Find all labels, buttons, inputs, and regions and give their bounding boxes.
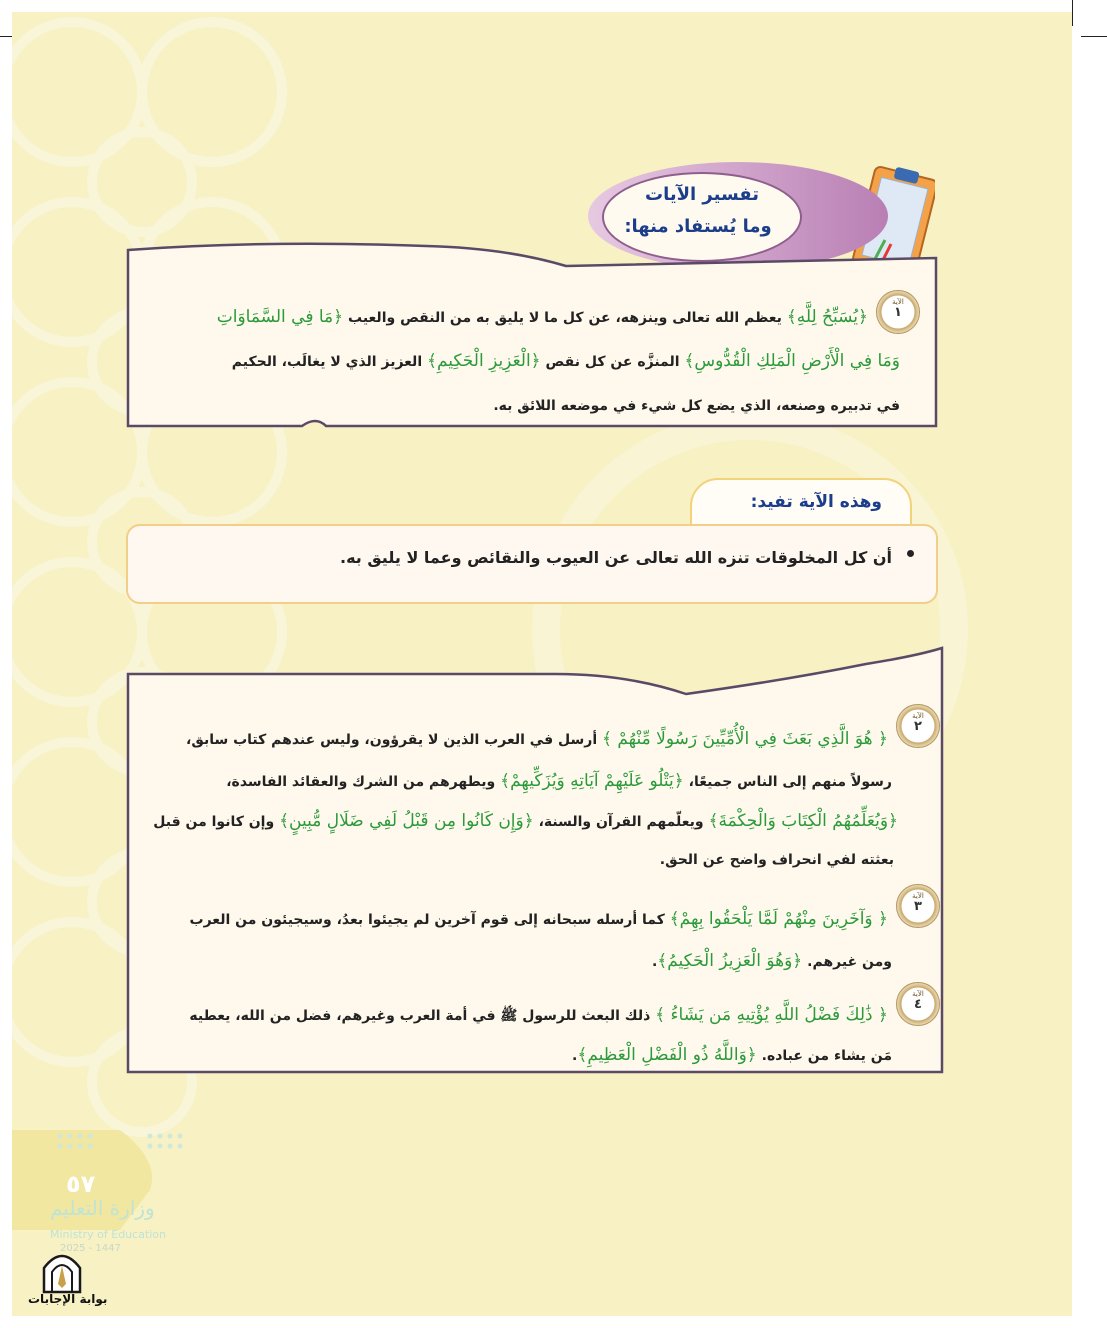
quran-quote: ﴿الْعَزِيزِ الْحَكِيمِ﴾ [427,351,541,371]
tafsir-box-2 [126,634,944,1074]
benefit-tag-label: وهذه الآية تفيد: [750,492,882,512]
quran-quote: ﴿ وَآخَرِينَ مِنْهُمْ لَمَّا يَلْحَقُوا بِهِمْ﴾ [669,909,888,929]
page-number: ٥٧ [66,1170,96,1198]
explanation-text: مَن يشاء من عباده. [756,1048,892,1064]
quran-quote: ﴿وَهُوَ الْعَزِيزُ الْحَكِيمُ﴾ [657,951,803,971]
explanation-text: العزيز الذي لا يغالَب، الحكيم [231,354,427,370]
explanation-text: أرسل في العرب الذين لا يقرؤون، وليس عندهم كتاب سابق، [186,732,602,748]
quran-quote: وَمَا فِي الْأَرْضِ الْمَلِكِ الْقُدُّوسِ﴾ [684,351,900,371]
explanation-text: وإن كانوا من قبل [153,814,280,830]
verse-badge-2: الآية ٢ [896,704,940,748]
portal-logo-icon [38,1250,86,1294]
quran-quote: ﴿يُسَبِّحُ لِلَّهِ﴾ [786,307,868,327]
quran-quote: ﴿مَا فِي السَّمَاوَاتِ [216,307,344,327]
explanation-text: بعثته لفي انحراف واضح عن الحق. [659,852,894,868]
explanation-text: ويطهرهم من الشرك والعقائد الفاسدة، [226,774,501,790]
quran-quote: ﴿وَإِن كَانُوا مِن قَبْلُ لَفِي ضَلَالٍ مُّبِينٍ﴾ [279,811,534,831]
section-title-line1: تفسير الآيات [644,184,760,205]
benefit-point: أن كل المخلوقات تنزه الله تعالى عن العيوب والنقائص وعما لا يليق به. [340,548,892,567]
verse-badge-3: الآية ٣ [896,884,940,928]
explanation-text: كما أرسله سبحانه إلى قوم آخرين لم يجيئوا بعدُ، وسيجيئون من العرب [189,912,670,928]
verse-line-9 [652,950,892,971]
quran-quote: ﴿وَيُعَلِّمُهُمُ الْكِتَابَ وَالْحِكْمَةَ﴾ [708,811,898,831]
verse-line-8 [190,908,888,929]
explanation-text: . [572,1048,578,1064]
tafsir-box-1 [126,238,938,428]
verse-line-11 [572,1044,892,1065]
section-title-line2: وما يُستفاد منها: [624,216,772,237]
quran-quote: ﴿ ذَٰلِكَ فَضْلُ اللَّهِ يُؤْتِيهِ مَن يَشَاءُ ﴾ [655,1005,888,1025]
quran-quote: ﴿ هُوَ الَّذِي بَعَثَ فِي الْأُمِّيِّينَ رَسُولًا مِّنْهُمْ ﴾ [602,729,888,749]
ministry-name-en: Ministry of Education [50,1228,167,1241]
explanation-text: المنزَّه عن كل نقص [540,354,685,370]
benefit-box [126,524,938,604]
explanation-text: ومن غيرهم. [802,954,892,970]
portal-label: بوابة الإجابات [28,1292,108,1306]
verse-line-5 [226,770,892,791]
verse-line-1 [217,306,868,327]
verse-line-2 [232,350,900,371]
quran-quote: ﴿وَاللَّهُ ذُو الْفَضْلِ الْعَظِيمِ﴾ [577,1045,757,1065]
explanation-text: يعظم الله تعالى وينزهه، عن كل ما لا يليق به من النقص والعيب [343,310,787,326]
verse-line-3 [493,398,900,414]
explanation-text: في تدبيره وصنعه، الذي يضع كل شيء في موضعه اللائق به. [493,398,900,414]
edition-year: 2025 - 1447 [60,1243,121,1254]
verse-line-10 [189,1004,888,1027]
verse-badge-1: الآية ١ [876,290,920,334]
verse-line-6 [153,810,898,831]
verse-badge-4: الآية ٤ [896,982,940,1026]
bullet-icon [907,550,914,557]
ministry-name-ar: وزارة التعليم [50,1196,155,1220]
explanation-text: ويعلّمهم القرآن والسنة، [533,814,709,830]
quran-quote: ﴿يَتْلُو عَلَيْهِمْ آيَاتِهِ وَيُزَكِّيهِمْ﴾ [500,771,684,791]
verse-line-4 [186,728,888,749]
verse-line-7 [660,852,894,868]
explanation-text: . [651,954,658,970]
explanation-text: ذلك البعث للرسول ﷺ في أمة العرب وغيرهم، فضل من الله، يعطيه [189,1008,656,1024]
explanation-text: رسولاً منهم إلى الناس جميعًا، [683,774,892,790]
